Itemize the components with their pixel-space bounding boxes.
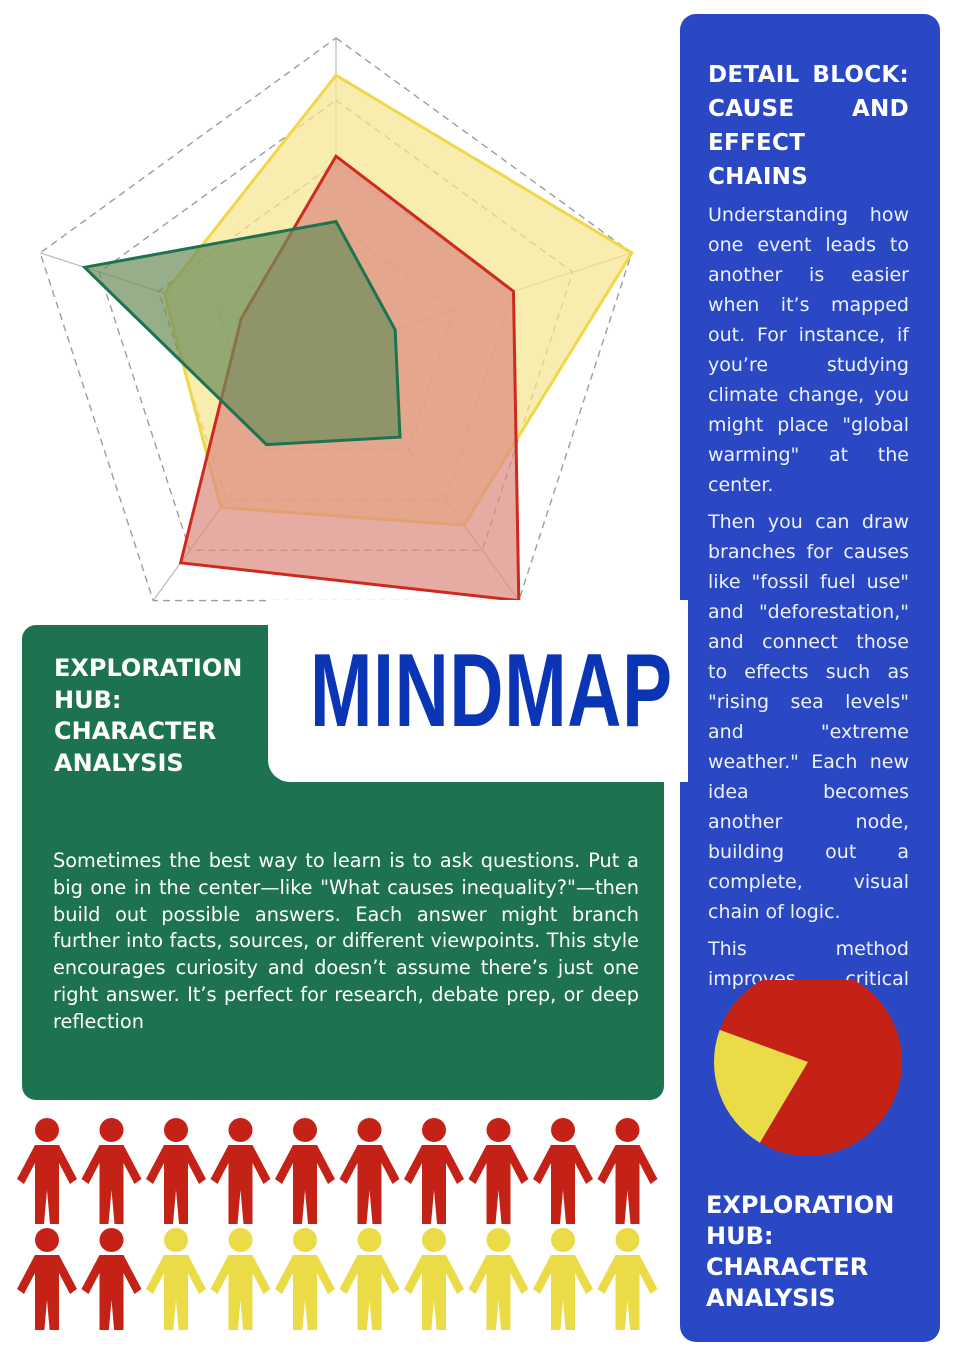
person-icon <box>533 1228 593 1330</box>
person-icon <box>598 1228 658 1330</box>
person-icon <box>82 1118 142 1224</box>
person-icon <box>340 1118 400 1224</box>
hub-title <box>54 653 274 779</box>
hub-title-line: ANALYSIS <box>54 748 184 777</box>
detail-paragraph-3: This method improves critical <box>708 938 909 990</box>
bottom-title-line: ANALYSIS <box>706 1284 836 1312</box>
detail-title-line: EFFECT CHAINS <box>708 130 809 190</box>
detail-title-line: CAUSE AND <box>708 96 909 122</box>
person-icon <box>17 1228 77 1330</box>
bottom-title-line: CHARACTER <box>706 1253 869 1281</box>
person-icon <box>146 1228 206 1330</box>
person-icon <box>404 1118 464 1224</box>
radar-series-green <box>85 221 400 444</box>
detail-title-line: DETAIL BLOCK: <box>708 62 909 88</box>
person-icon <box>598 1118 658 1224</box>
person-icon <box>211 1118 271 1224</box>
mindmap-heading: MINDMAP <box>310 633 673 749</box>
detail-block-panel <box>680 14 940 1342</box>
bottom-title-line: HUB: <box>706 1222 774 1250</box>
bottom-title-line: EXPLORATION <box>706 1191 895 1219</box>
people-pictogram <box>0 1110 670 1330</box>
person-icon <box>469 1118 529 1224</box>
detail-paragraph-1: Understanding how one event leads to another is easier when it’s mapped out. For instance, if you’re studying climate change, you might place "global warming" at the center. <box>708 204 909 496</box>
person-icon <box>404 1228 464 1330</box>
person-icon <box>533 1118 593 1224</box>
hub-title-line: HUB: <box>54 685 122 714</box>
pie-chart <box>712 980 912 1180</box>
person-icon <box>211 1228 271 1330</box>
hub-title-line: CHARACTER <box>54 717 217 745</box>
detail-bottom-title <box>706 1190 894 1314</box>
detail-block-title <box>708 58 909 194</box>
person-icon <box>469 1228 529 1330</box>
person-icon <box>275 1118 335 1224</box>
detail-paragraph-2: Then you can draw branches for causes like "fossil fuel use" and "deforestation," and connect those to effects such as "rising sea levels" and "extreme weather." Each new idea becomes another node, building out a complete, visual chain of logic. <box>708 511 909 923</box>
person-icon <box>275 1228 335 1330</box>
person-icon <box>17 1118 77 1224</box>
hub-title-line: EXPLORATION <box>54 654 243 682</box>
hub-body-text: Sometimes the best way to learn is to ask questions. Put a big one in the center—like "What causes inequality?"—then build out possible answers. Each answer might branch further into facts, sources, or different viewpoints. This style encourages curiosity and doesn’t assume there’s just one right answer. It’s perfect for research, debate prep, or deep reflection <box>53 849 639 1033</box>
person-icon <box>340 1228 400 1330</box>
person-icon <box>146 1118 206 1224</box>
radar-chart <box>0 0 670 620</box>
person-icon <box>82 1228 142 1330</box>
